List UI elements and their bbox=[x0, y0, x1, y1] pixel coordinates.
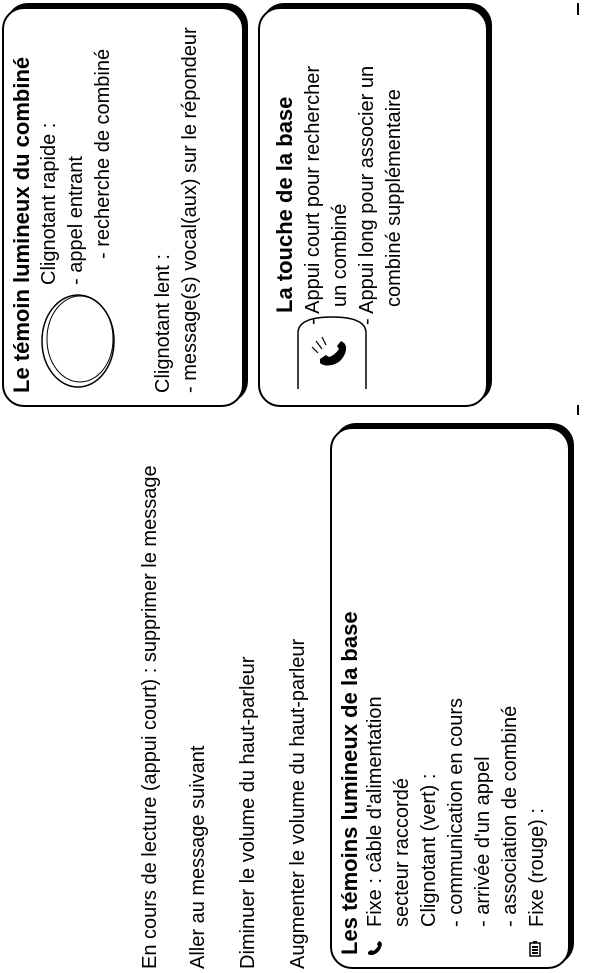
line-en-cours: En cours de lecture (appui court) : supprimer le message bbox=[139, 465, 161, 969]
base-key-box bbox=[258, 7, 488, 407]
dash-1: - bbox=[302, 318, 324, 325]
base-clig-item-2: - arrivée d'un appel bbox=[472, 756, 494, 927]
handset-rapide: Clignotant rapide : bbox=[38, 122, 60, 285]
handset-lent-item: - message(s) vocal(aux) sur le répondeur bbox=[179, 27, 201, 393]
base-clig-line: Clignotant (vert) : bbox=[418, 773, 440, 927]
base-clig-item-1: - communication en cours bbox=[445, 698, 467, 927]
handset-led-title: Le témoin lumineux du combiné bbox=[9, 56, 34, 393]
top-rule-right bbox=[577, 3, 579, 15]
line-augmenter: Augmenter le volume du haut-parleur bbox=[287, 638, 309, 969]
base-key-title: La touche de la base bbox=[272, 96, 297, 313]
handset-led-box bbox=[2, 7, 244, 407]
base-leds-title: Les témoins lumineux de la base bbox=[337, 611, 362, 955]
handset-lent: Clignotant lent : bbox=[152, 254, 174, 393]
top-rule-left bbox=[577, 405, 579, 415]
base-key-court-1: - Appui court pour rechercher bbox=[302, 65, 324, 325]
base-key-long-2: combiné supplémentaire bbox=[383, 89, 405, 307]
base-clig-item-3: - association de combiné bbox=[499, 705, 521, 927]
line-diminuer: Diminuer le volume du haut-parleur bbox=[237, 656, 259, 969]
handset-rapide-item-1: - appel entrant bbox=[65, 156, 87, 285]
base-fixe-line1: Fixe : câble d'alimentation bbox=[364, 696, 386, 927]
page-button-icon bbox=[294, 313, 370, 393]
base-leds-box bbox=[330, 427, 570, 969]
base-key-court-2: un combiné bbox=[329, 203, 351, 307]
dash-2: - bbox=[356, 318, 378, 325]
base-key-long-1: - Appui long pour associer un bbox=[356, 65, 378, 325]
line-aller: Aller au message suivant bbox=[187, 745, 209, 969]
handset-rapide-item-2: - recherche de combiné bbox=[92, 48, 114, 259]
handset-led-oval-icon bbox=[38, 291, 118, 391]
base-fixe-rouge: Fixe (rouge) : bbox=[526, 808, 548, 927]
base-fixe-line2: secteur raccordé bbox=[391, 778, 413, 927]
